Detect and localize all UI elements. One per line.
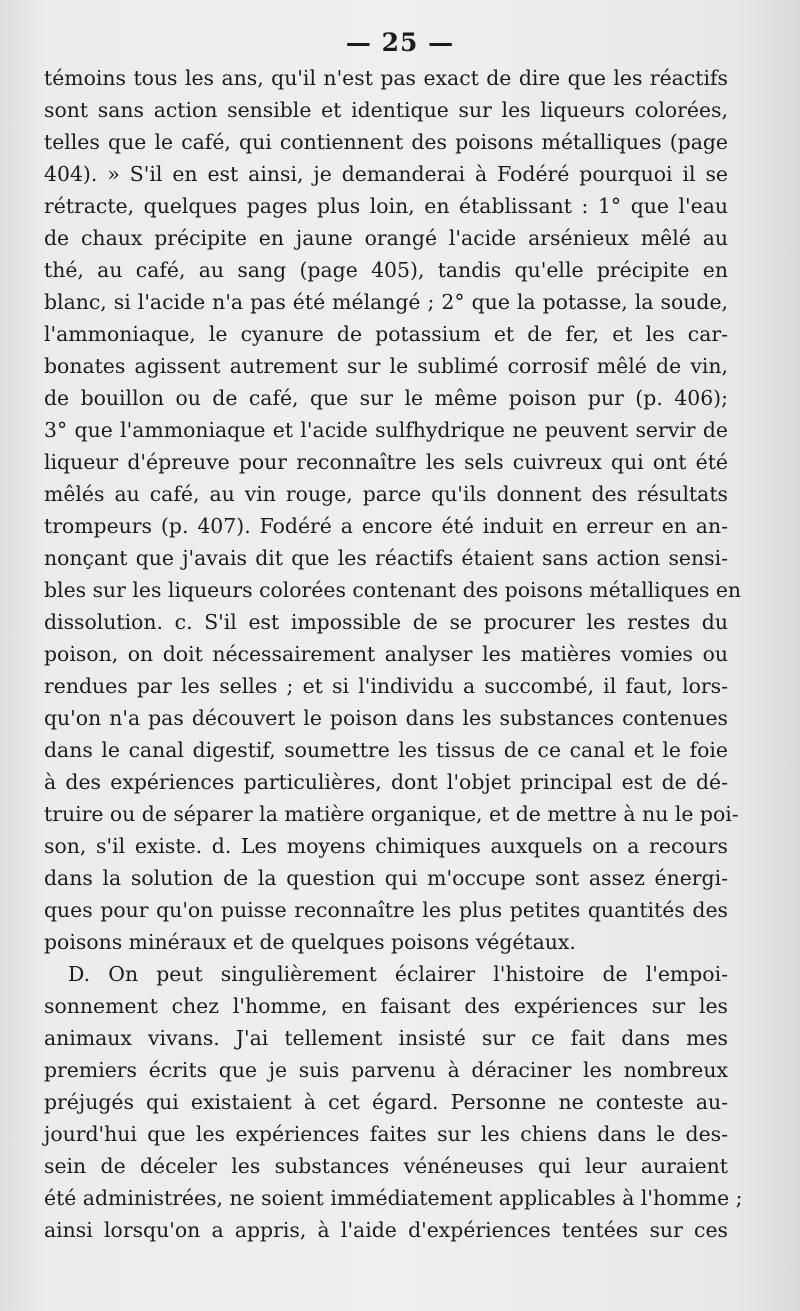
- text-line: dans la solution de la question qui m'occupe sont assez énergi-: [44, 866, 728, 890]
- text-line: dans le canal digestif, soumettre les tissus de ce canal et le foie: [44, 738, 728, 762]
- text-line: ainsi lorsqu'on a appris, à l'aide d'expériences tentées sur ces: [44, 1218, 728, 1242]
- text-line: telles que le café, qui contiennent des poisons métalliques (page: [44, 130, 728, 154]
- text-line: liqueur d'épreuve pour reconnaître les sels cuivreux qui ont été: [44, 450, 728, 474]
- text-line: mêlés au café, au vin rouge, parce qu'ils donnent des résultats: [44, 482, 728, 506]
- text-line: témoins tous les ans, qu'il n'est pas exact de dire que les réactifs: [44, 66, 728, 90]
- text-line: rendues par les selles ; et si l'individu a succombé, il faut, lors-: [44, 674, 728, 698]
- text-line: animaux vivans. J'ai tellement insisté sur ce fait dans mes: [44, 1026, 728, 1050]
- text-line: 3° que l'ammoniaque et l'acide sulfhydrique ne peuvent servir de: [44, 418, 728, 442]
- text-line: 404). » S'il en est ainsi, je demanderai à Fodéré pourquoi il se: [44, 162, 728, 186]
- text-line: premiers écrits que je suis parvenu à déraciner les nombreux: [44, 1058, 728, 1082]
- text-line: jourd'hui que les expériences faites sur les chiens dans le des-: [44, 1122, 728, 1146]
- text-line: thé, au café, au sang (page 405), tandis qu'elle précipite en: [44, 258, 728, 282]
- text-line: son, s'il existe. d. Les moyens chimiques auxquels on a recours: [44, 834, 728, 858]
- text-line: rétracte, quelques pages plus loin, en établissant : 1° que l'eau: [44, 194, 728, 218]
- text-line: sont sans action sensible et identique sur les liqueurs colorées,: [44, 98, 728, 122]
- text-line: bonates agissent autrement sur le sublimé corrosif mêlé de vin,: [44, 354, 728, 378]
- text-line: poison, on doit nécessairement analyser les matières vomies ou: [44, 642, 728, 666]
- text-line: sein de déceler les substances vénéneuses qui leur auraient: [44, 1154, 728, 1178]
- text-line: de chaux précipite en jaune orangé l'acide arsénieux mêlé au: [44, 226, 728, 250]
- text-line: nonçant que j'avais dit que les réactifs étaient sans action sensi-: [44, 546, 728, 570]
- text-line: dissolution. c. S'il est impossible de se procurer les restes du: [44, 610, 728, 634]
- text-line: préjugés qui existaient à cet égard. Personne ne conteste au-: [44, 1090, 728, 1114]
- text-line: sonnement chez l'homme, en faisant des expériences sur les: [44, 994, 728, 1018]
- text-line: trompeurs (p. 407). Fodéré a encore été induit en erreur en an-: [44, 514, 728, 538]
- text-line: l'ammoniaque, le cyanure de potassium et de fer, et les car-: [44, 322, 728, 346]
- text-line: blanc, si l'acide n'a pas été mélangé ; 2° que la potasse, la soude,: [44, 290, 728, 314]
- text-line: D. On peut singulièrement éclairer l'histoire de l'empoi-: [68, 962, 728, 986]
- text-line: qu'on n'a pas découvert le poison dans les substances contenues: [44, 706, 728, 730]
- text-line: à des expériences particulières, dont l'objet principal est de dé-: [44, 770, 728, 794]
- body-text: [44, 62, 743, 1246]
- text-line: de bouillon ou de café, que sur le même poison pur (p. 406);: [44, 386, 728, 410]
- text-line: été administrées, ne soient immédiatement applicables à l'homme ;: [44, 1186, 743, 1210]
- text-line: ques pour qu'on puisse reconnaître les plus petites quantités des: [44, 898, 728, 922]
- text-line: poisons minéraux et de quelques poisons végétaux.: [44, 930, 576, 954]
- page-number: — 25 —: [345, 28, 455, 57]
- text-line: bles sur les liqueurs colorées contenant des poisons métalliques en: [44, 578, 742, 602]
- text-line: truire ou de séparer la matière organique, et de mettre à nu le poi-: [44, 802, 739, 826]
